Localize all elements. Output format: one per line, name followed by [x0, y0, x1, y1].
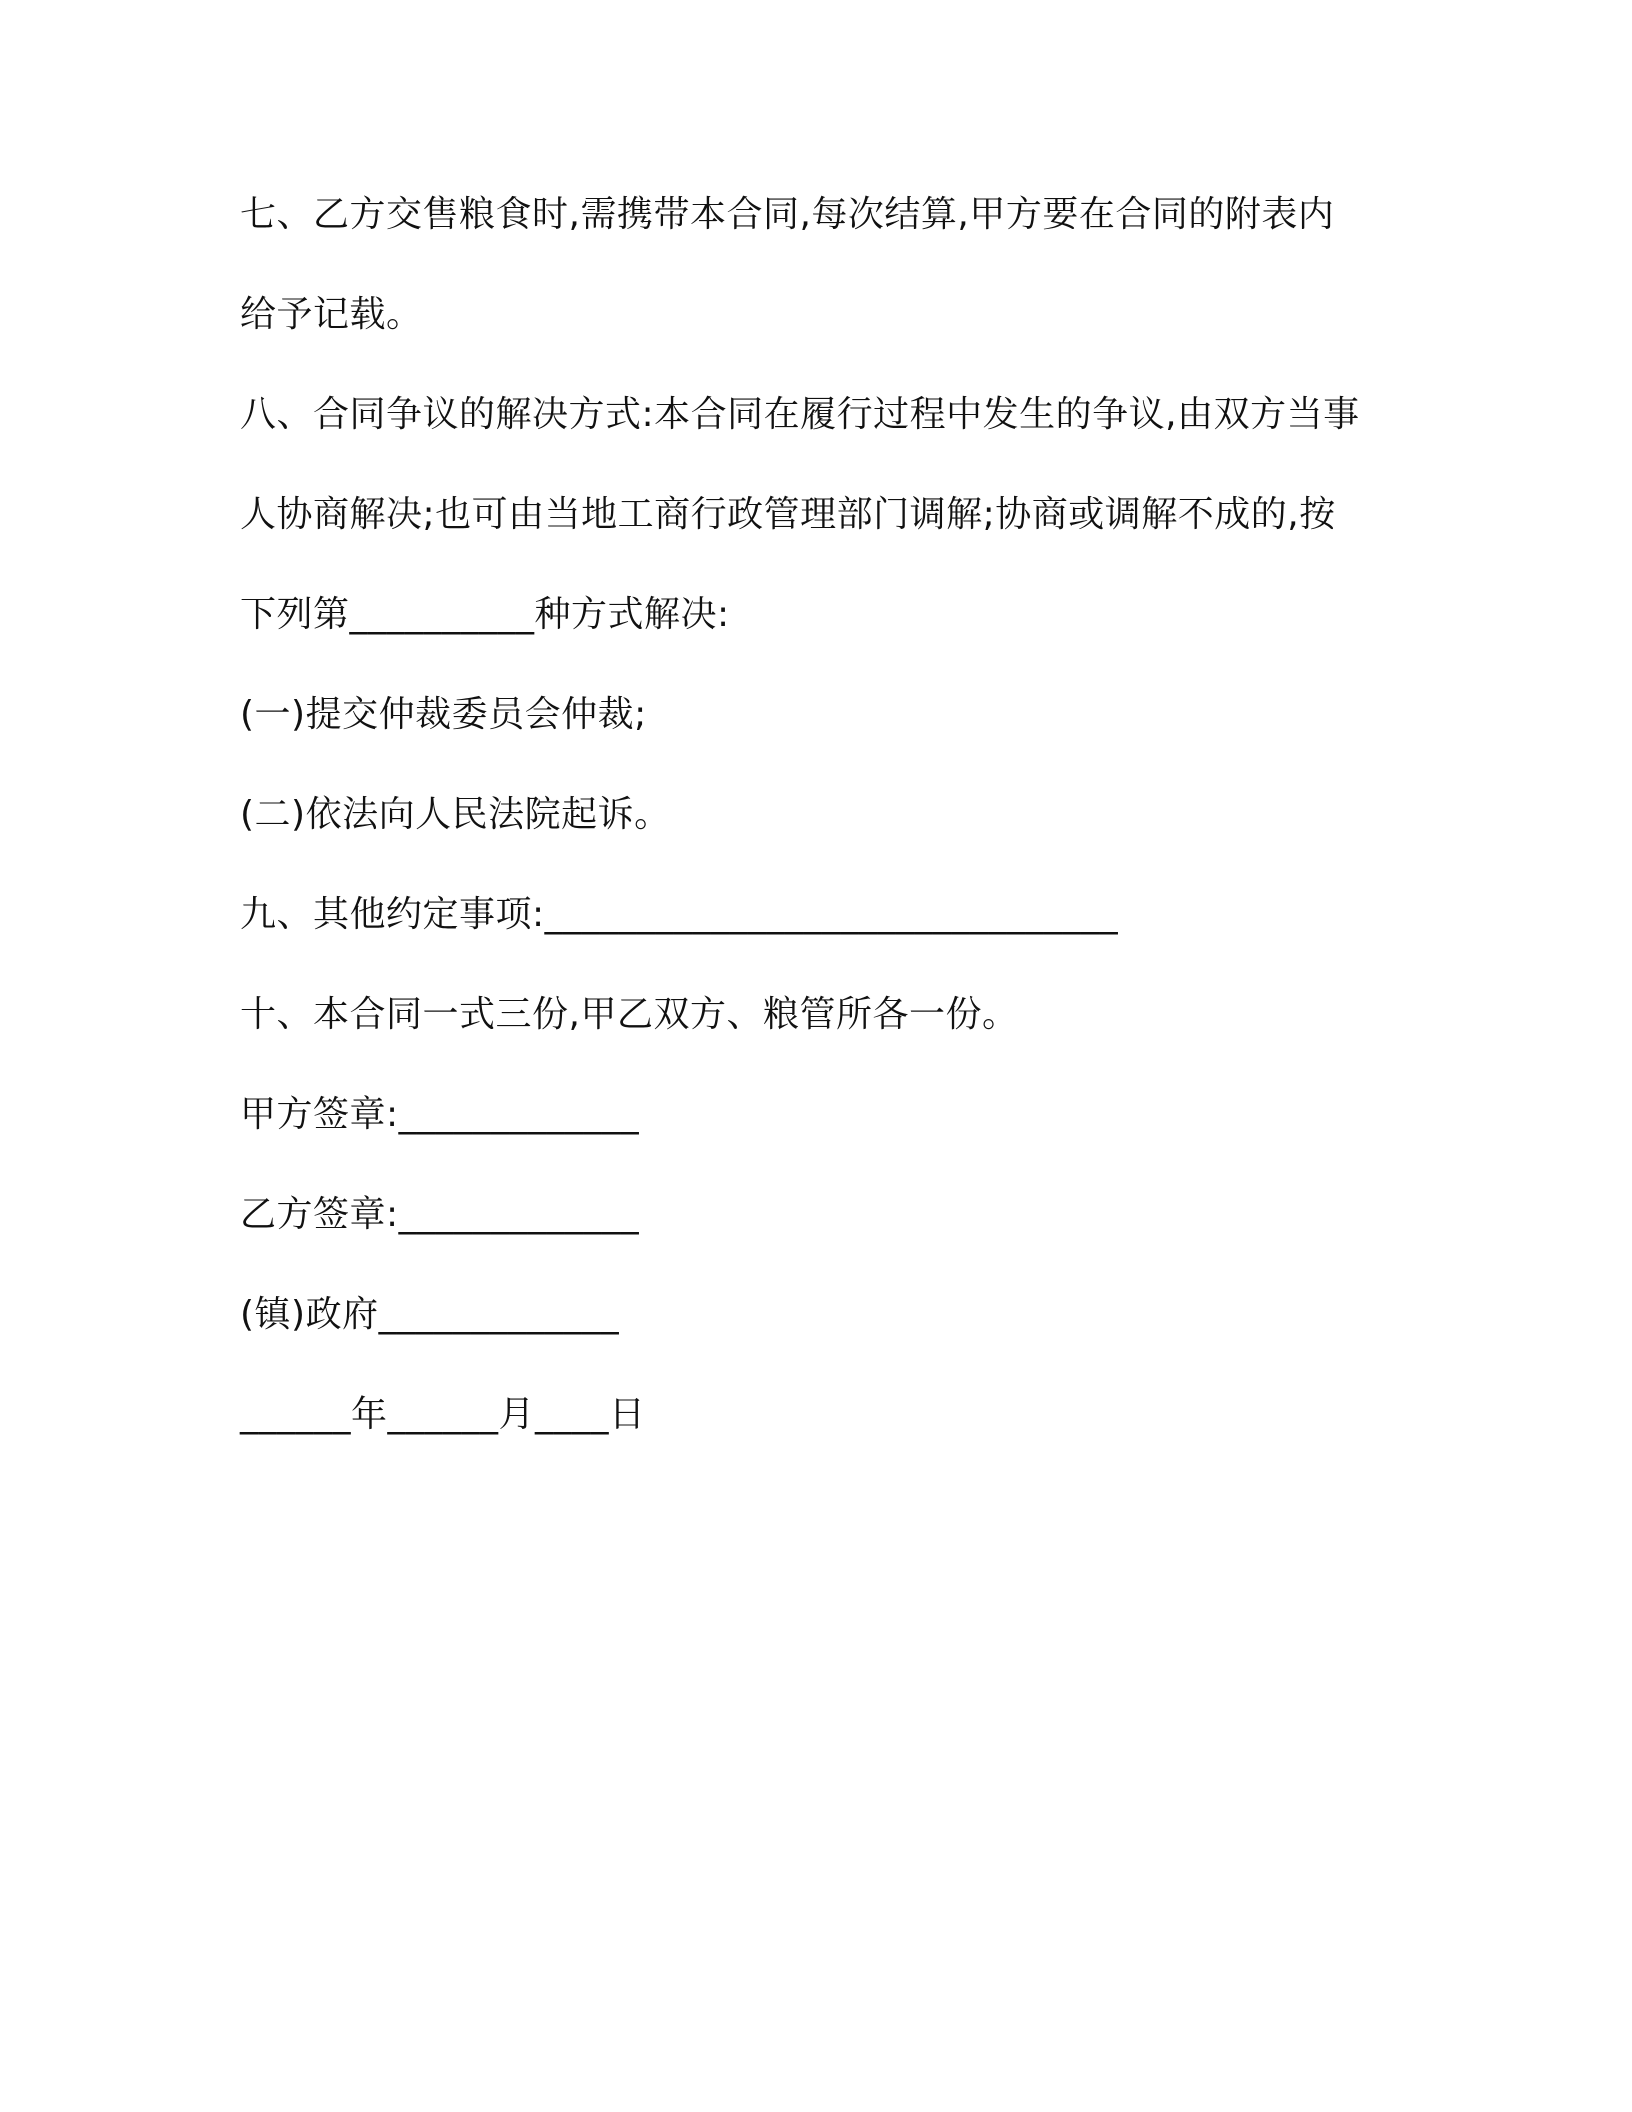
clause-8-line-2: 人协商解决;也可由当地工商行政管理部门调解;协商或调解不成的,按: [240, 494, 1336, 535]
clause-7-line-1: 七、乙方交售粮食时,需携带本合同,每次结算,甲方要在合同的附表内: [240, 194, 1335, 235]
dispute-option-1: (一)提交仲裁委员会仲裁;: [240, 694, 647, 735]
clause-9: 九、其他约定事项:_______________________________: [240, 894, 1119, 935]
clause-8-line-1: 八、合同争议的解决方式:本合同在履行过程中发生的争议,由双方当事: [240, 394, 1360, 435]
party-b-signature: 乙方签章:_____________: [240, 1194, 640, 1235]
clause-7-line-2: 给予记载。: [240, 294, 423, 335]
clause-10: 十、本合同一式三份,甲乙双方、粮管所各一份。: [240, 994, 1019, 1035]
date-line: ______年______月____日: [240, 1394, 646, 1435]
town-government-signature: (镇)政府_____________: [240, 1294, 620, 1335]
clause-8-line-3: 下列第__________种方式解决:: [240, 594, 730, 635]
party-a-signature: 甲方签章:_____________: [240, 1094, 640, 1135]
dispute-option-2: (二)依法向人民法院起诉。: [240, 794, 671, 835]
